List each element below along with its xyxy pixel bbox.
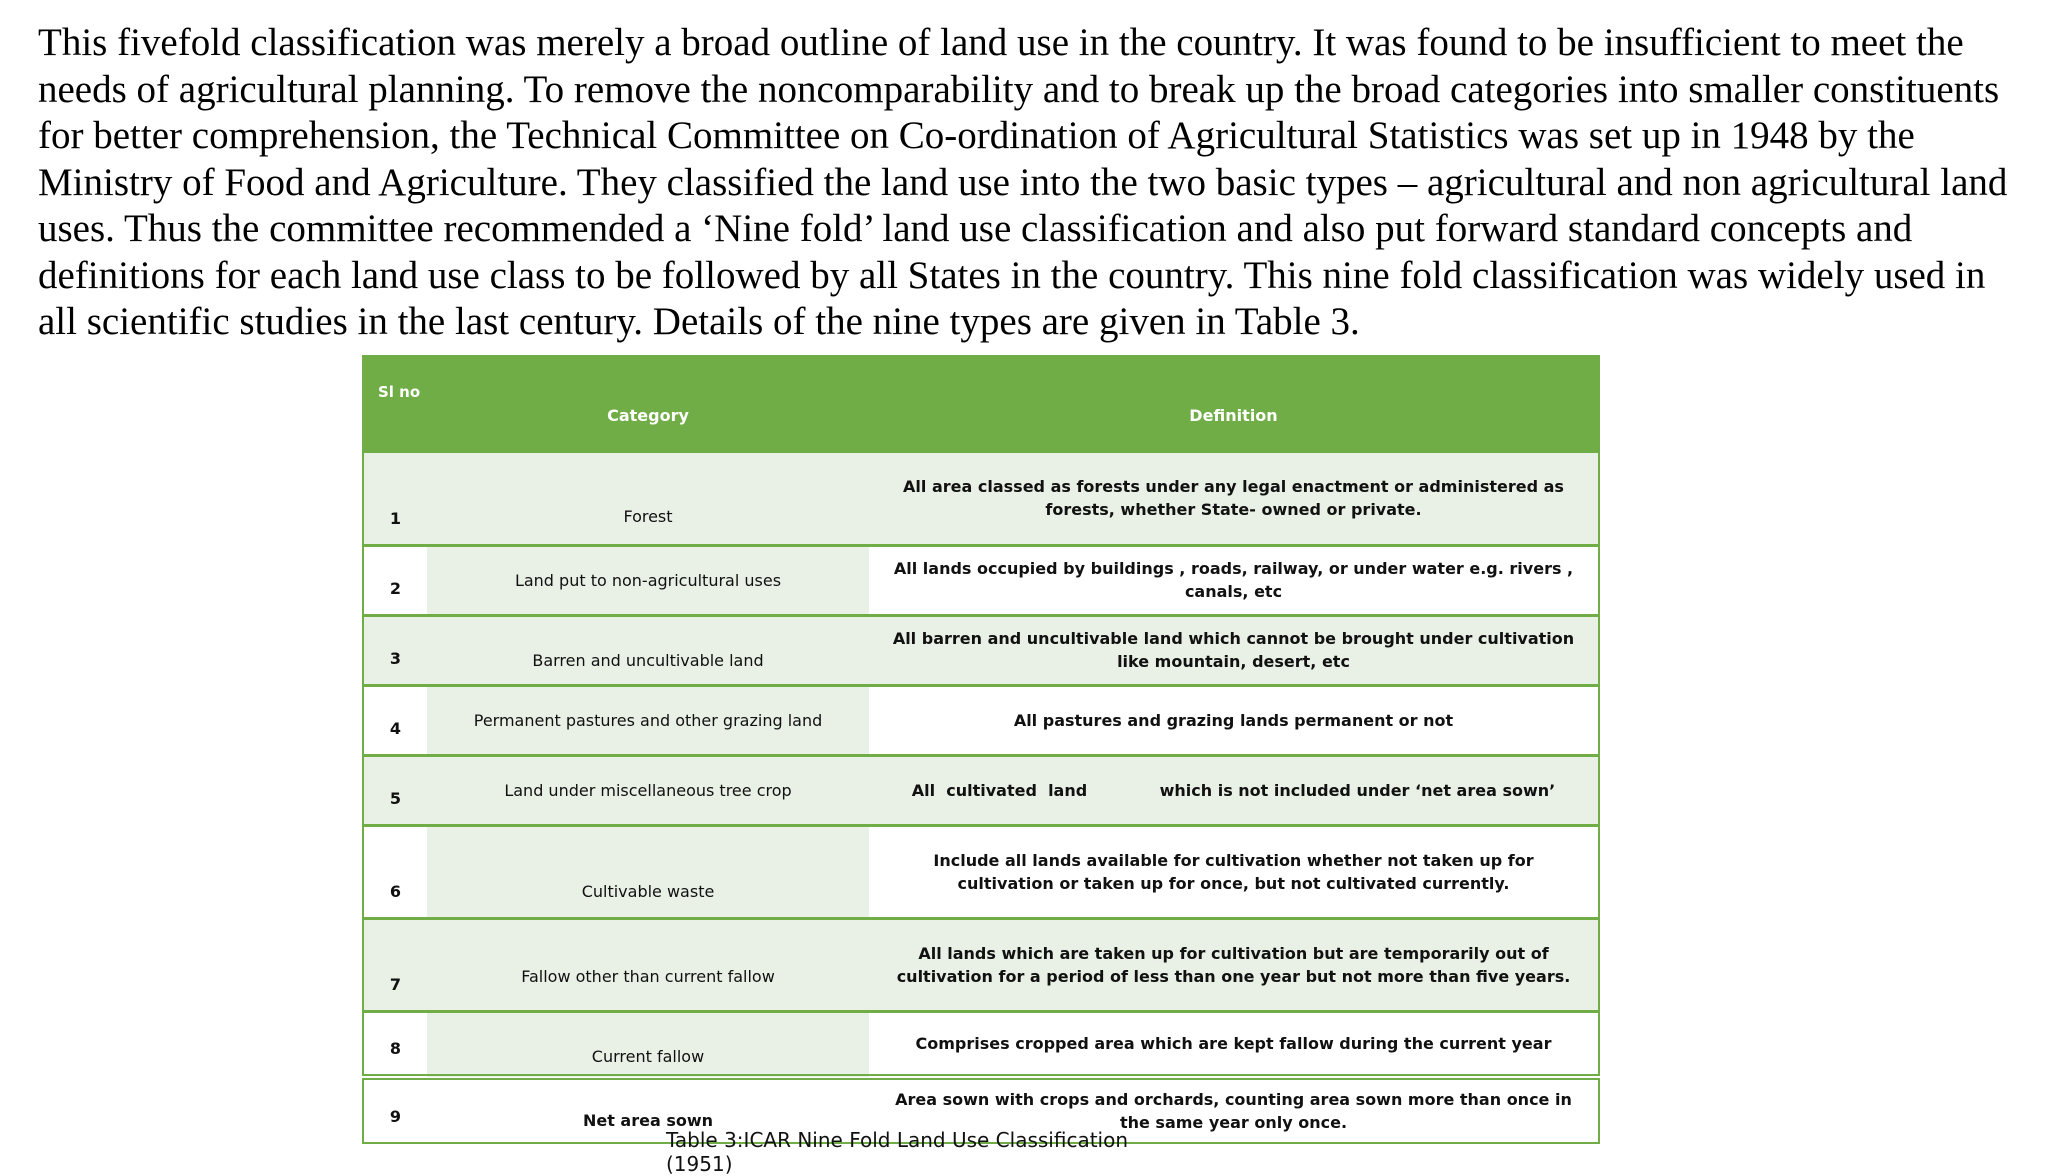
row-definition: All cultivated land which is not included under ‘net area sown’: [869, 755, 1599, 825]
row-definition: All lands occupied by buildings , roads, railway, or under water e.g. rivers , canals, etc: [869, 545, 1599, 615]
row-sl-no: 8: [363, 1011, 427, 1077]
row-sl-no: 3: [363, 615, 427, 685]
table-row: [363, 453, 1599, 545]
table-row: [363, 615, 1599, 685]
row-sl-no: 1: [363, 453, 427, 545]
row-category: Land under miscellaneous tree crop: [427, 755, 869, 825]
table-row: [363, 825, 1599, 918]
land-use-table-container: [362, 355, 1598, 1144]
row-definition: All barren and uncultivable land which cannot be brought under cultivation like mountain, desert, etc: [869, 615, 1599, 685]
row-sl-no: 2: [363, 545, 427, 615]
row-category: Barren and uncultivable land: [427, 615, 869, 685]
table-row: [363, 1011, 1599, 1077]
row-category: Net area sown: [427, 1077, 869, 1143]
body-paragraph: This fivefold classification was merely a broad outline of land use in the country. It was found to be insufficient to meet the needs of agricultural planning. To remove the noncomparability and to break up the broad categories into smaller constituents for better comprehension, the Technical Committee on Co-ordination of Agricultural Statistics was set up in 1948 by the Ministry of Food and Agriculture. They classified the land use into the two basic types – agricultural and non agricultural land uses. Thus the committee recommended a ‘Nine fold’ land use classification and also put forward standard concepts and definitions for each land use class to be followed by all States in the country. This nine fold classification was widely used in all scientific studies in the last century. Details of the nine types are given in Table 3.: [38, 21, 2008, 343]
table-header: [363, 356, 1599, 453]
row-category: Permanent pastures and other grazing land: [427, 685, 869, 755]
row-category: Forest: [427, 453, 869, 545]
table-row: [363, 755, 1599, 825]
row-definition: Comprises cropped area which are kept fallow during the current year: [869, 1011, 1599, 1077]
row-category: Land put to non-agricultural uses: [427, 545, 869, 615]
row-sl-no: 7: [363, 918, 427, 1011]
header-category: Category: [427, 356, 869, 453]
table-row: [363, 545, 1599, 615]
row-definition: All lands which are taken up for cultivation but are temporarily out of cultivation for a period of less than one year but not more than five years.: [869, 918, 1599, 1011]
land-use-table: [362, 355, 1600, 1144]
row-category: Cultivable waste: [427, 825, 869, 918]
row-sl-no: 9: [363, 1077, 427, 1143]
row-definition: All area classed as forests under any legal enactment or administered as forests, whether State- owned or private.: [869, 453, 1599, 545]
row-category: Fallow other than current fallow: [427, 918, 869, 1011]
header-sl-no: Sl no: [363, 356, 427, 453]
row-definition: All pastures and grazing lands permanent or not: [869, 685, 1599, 755]
row-sl-no: 5: [363, 755, 427, 825]
table-caption: Table 3:ICAR Nine Fold Land Use Classification (1951): [666, 1128, 1129, 1176]
row-category: Current fallow: [427, 1011, 869, 1077]
row-sl-no: 4: [363, 685, 427, 755]
row-definition: Include all lands available for cultivation whether not taken up for cultivation or taken up for once, but not cultivated currently.: [869, 825, 1599, 918]
row-definition: Area sown with crops and orchards, counting area sown more than once in the same year only once.: [895, 1090, 1572, 1132]
header-definition: Definition: [869, 356, 1599, 453]
row-sl-no: 6: [363, 825, 427, 918]
table-row: [363, 685, 1599, 755]
table-row: [363, 918, 1599, 1011]
